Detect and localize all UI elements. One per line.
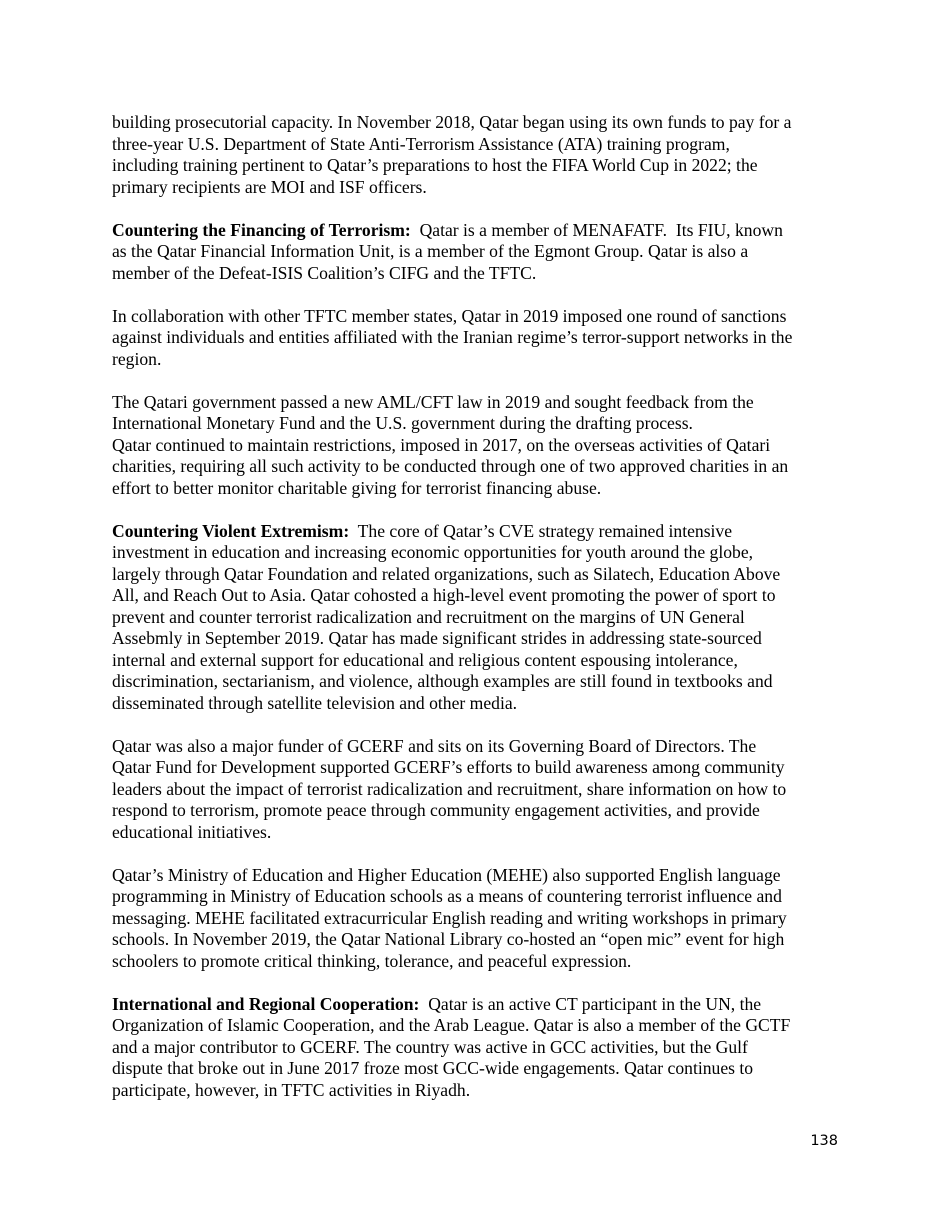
paragraph-mehe-english	[112, 865, 842, 973]
text-line: and a major contributor to GCERF. The country was active in GCC activities, but the Gulf	[112, 1036, 748, 1057]
text-line: charities, requiring all such activity to be conducted through one of two approved charities in an	[112, 456, 789, 476]
page-number: 138	[810, 1133, 838, 1149]
text-line: as the Qatar Financial Information Unit, is a member of the Egmont Group. Qatar is also a	[112, 241, 749, 261]
text-line-rest: The core of Qatar’s CVE strategy remained intensive	[349, 520, 733, 541]
text-line: three-year U.S. Department of State Anti-Terrorism Assistance (ATA) training program,	[112, 133, 730, 154]
section-heading: Countering the Financing of Terrorism:	[112, 219, 411, 240]
text-line: effort to better monitor charitable giving for terrorist financing abuse.	[112, 477, 602, 498]
text-line-rest: Qatar is a member of MENAFATF. Its FIU, known	[410, 219, 783, 240]
text-line: schools. In November 2019, the Qatar National Library co-hosted an “open mic” event for high	[112, 929, 785, 949]
text-line: Qatar was also a major funder of GCERF and sits on its Governing Board of Directors. The	[112, 735, 757, 756]
text-line: In collaboration with other TFTC member states, Qatar in 2019 imposed one round of sanctions	[112, 305, 787, 326]
paragraph-aml-cft-law	[112, 392, 842, 500]
text-line: Qatar Fund for Development supported GCERF’s efforts to build awareness among community	[112, 757, 785, 777]
text-line	[112, 521, 842, 543]
text-line: disseminated through satellite television and other media.	[112, 692, 518, 713]
text-line	[112, 220, 842, 242]
text-line: investment in education and increasing economic opportunities for youth around the globe,	[112, 542, 754, 562]
text-line: International Monetary Fund and the U.S. government during the drafting process.	[112, 413, 693, 433]
paragraph-international-cooperation	[112, 994, 842, 1102]
paragraph-prosecutorial-capacity	[112, 112, 842, 198]
text-line: building prosecutorial capacity. In November 2018, Qatar began using its own funds to pay for a	[112, 112, 792, 132]
text-line: including training pertinent to Qatar’s preparations to host the FIFA World Cup in 2022; the	[112, 155, 758, 175]
text-line: programming in Ministry of Education schools as a means of countering terrorist influence and	[112, 886, 782, 906]
text-line: discrimination, sectarianism, and violence, although examples are still found in textbooks and	[112, 671, 773, 691]
text-line: prevent and counter terrorist radicalization and recruitment on the margins of UN General	[112, 606, 745, 627]
text-line: The Qatari government passed a new AML/CFT law in 2019 and sought feedback from the	[112, 391, 754, 412]
text-line: messaging. MEHE facilitated extracurricular English reading and writing workshops in primary	[112, 907, 787, 928]
text-line: against individuals and entities affiliated with the Iranian regime’s terror-support networks in the	[112, 327, 793, 347]
text-line-rest: Qatar is an active CT participant in the UN, the	[419, 993, 762, 1014]
paragraph-countering-financing	[112, 220, 842, 285]
text-line: region.	[112, 348, 162, 369]
text-line: primary recipients are MOI and ISF officers.	[112, 176, 427, 197]
text-line: Qatar continued to maintain restrictions, imposed in 2017, on the overseas activities of Qatari	[112, 434, 771, 455]
text-line: leaders about the impact of terrorist radicalization and recruitment, share information on how to	[112, 778, 787, 799]
text-line: member of the Defeat-ISIS Coalition’s CIFG and the TFTC.	[112, 262, 537, 283]
text-line: participate, however, in TFTC activities in Riyadh.	[112, 1079, 471, 1100]
text-line: All, and Reach Out to Asia. Qatar cohosted a high-level event promoting the power of sport to	[112, 585, 776, 605]
text-line: respond to terrorism, promote peace through community engagement activities, and provide	[112, 800, 760, 820]
document-body	[112, 112, 842, 1123]
text-line: internal and external support for educational and religious content espousing intolerance,	[112, 649, 738, 670]
paragraph-tftc-sanctions	[112, 306, 842, 371]
text-line: Organization of Islamic Cooperation, and the Arab League. Qatar is also a member of the GCTF	[112, 1015, 791, 1035]
text-line: schoolers to promote critical thinking, tolerance, and peaceful expression.	[112, 950, 632, 971]
text-line	[112, 994, 842, 1016]
text-line: largely through Qatar Foundation and related organizations, such as Silatech, Education Above	[112, 563, 781, 584]
text-line: Qatar’s Ministry of Education and Higher Education (MEHE) also supported English language	[112, 864, 781, 885]
section-heading: Countering Violent Extremism:	[112, 520, 350, 541]
text-line: educational initiatives.	[112, 821, 272, 842]
paragraph-gcerf-funder	[112, 736, 842, 844]
paragraph-countering-violent-extremism	[112, 521, 842, 715]
text-line: Assebmly in September 2019. Qatar has made significant strides in addressing state-sourced	[112, 628, 762, 648]
section-heading: International and Regional Cooperation:	[112, 993, 420, 1014]
text-line: dispute that broke out in June 2017 froze most GCC-wide engagements. Qatar continues to	[112, 1058, 754, 1078]
